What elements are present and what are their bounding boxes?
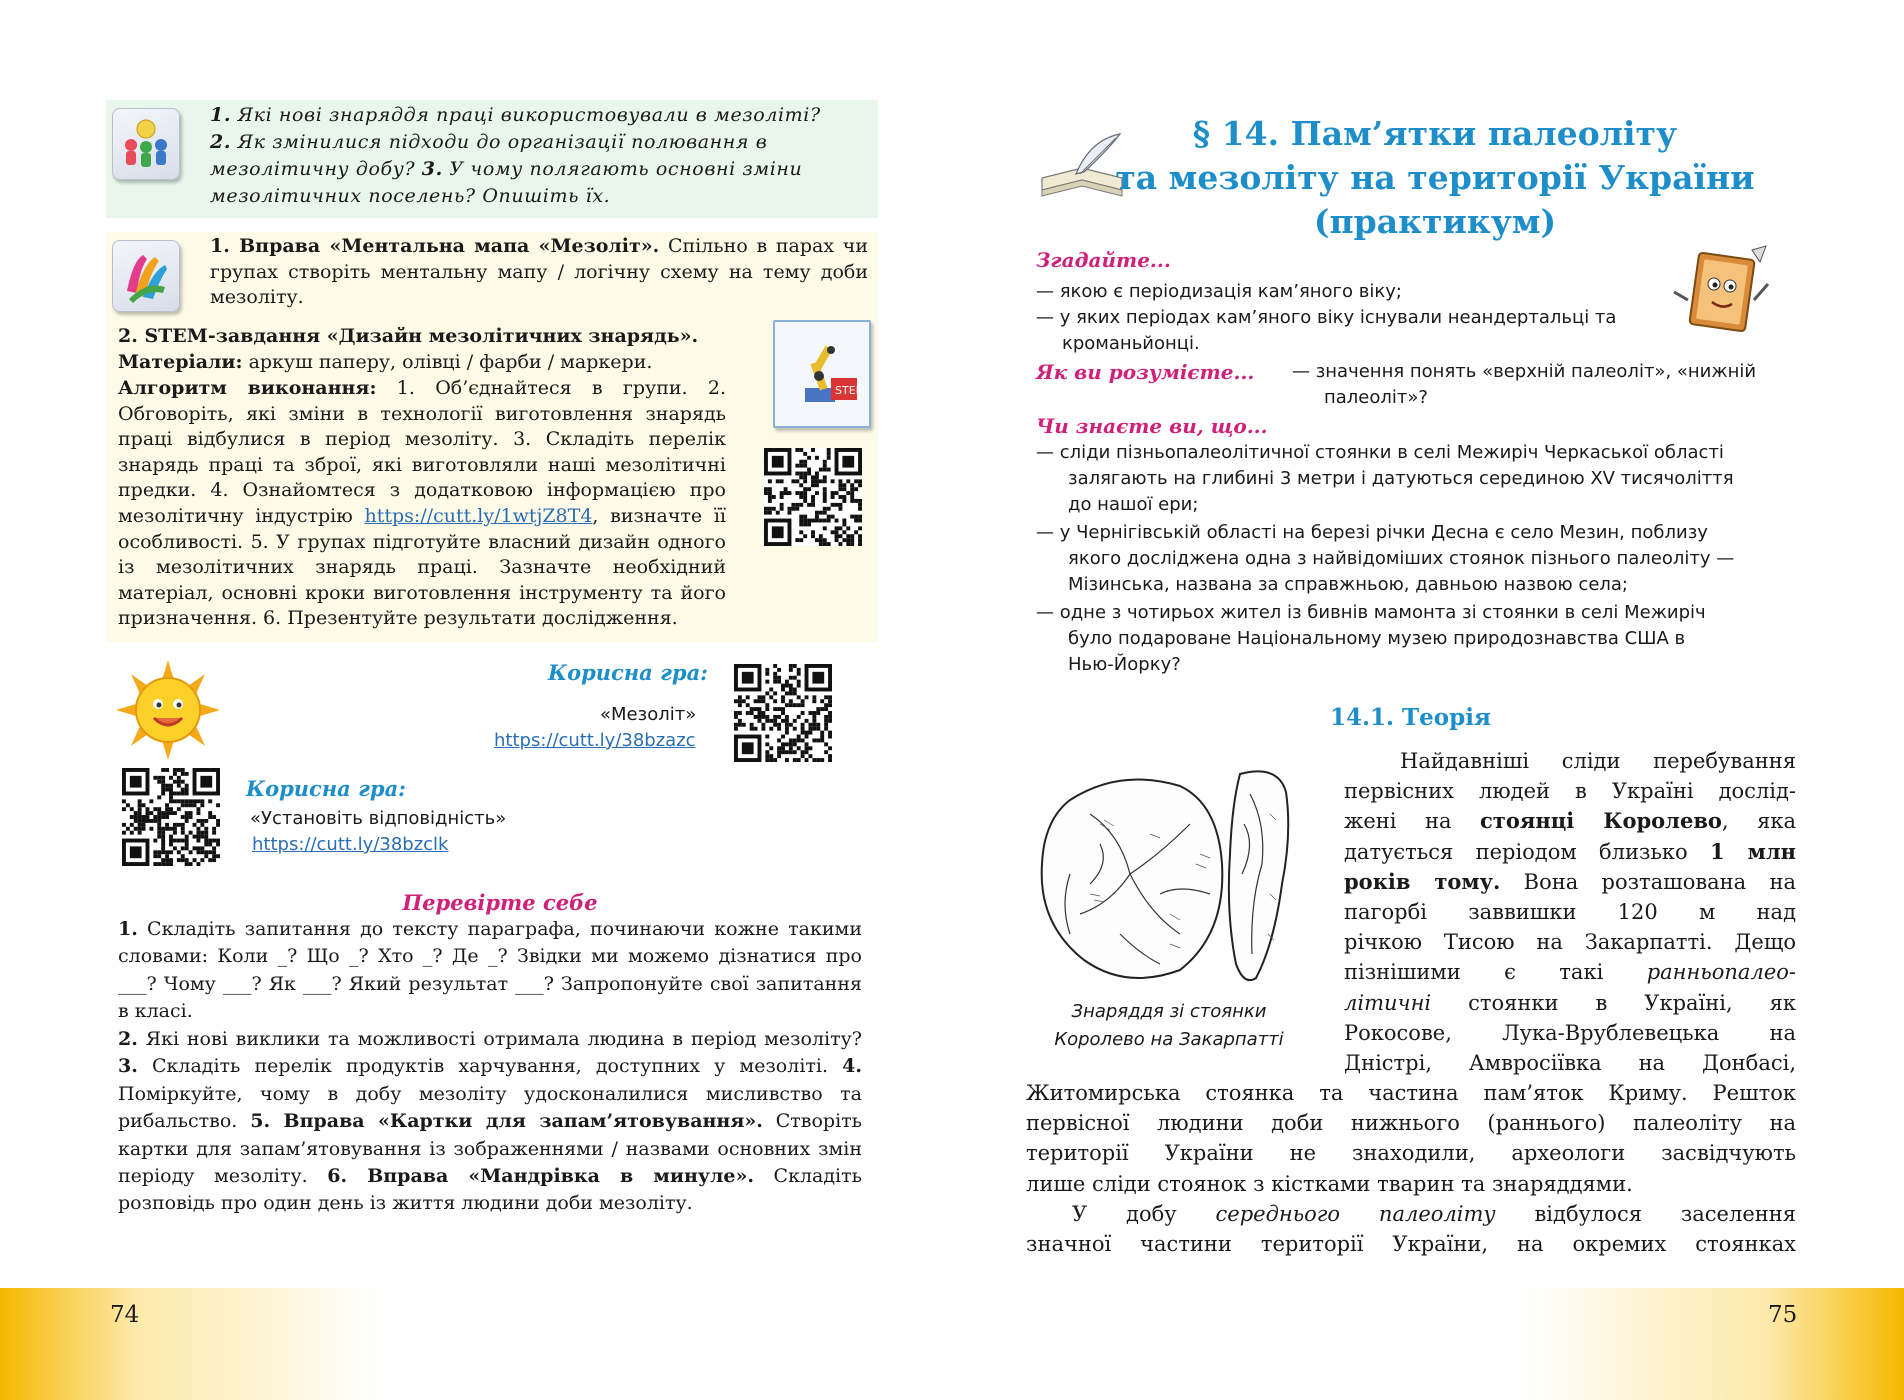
qr-code-game1[interactable] <box>734 664 832 762</box>
body-line-6: пагорбі заввишки 120 м над <box>1344 900 1796 925</box>
body-l8a: пізнішими є такі <box>1344 960 1647 985</box>
body-line-3 <box>1344 806 1796 836</box>
know-line-3: до нашої ери; <box>1068 494 1199 515</box>
body-line-16 <box>1026 1199 1796 1229</box>
recall-item-2-cont: кроманьйонці. <box>1062 333 1200 354</box>
body-l16a: У добу <box>1072 1201 1216 1226</box>
check-p3-num: 3. <box>118 1055 138 1078</box>
know-line-8: було подароване Національному музею природознавства США в <box>1068 628 1686 649</box>
q1-number: 1. <box>210 104 232 126</box>
game2-title: Корисна гра: <box>246 776 406 801</box>
game1-name: «Мезоліт» <box>600 704 697 725</box>
caption-line-1: Знаряддя зі стоянки <box>1071 1001 1267 1022</box>
body-l5b: Вона розташована на <box>1500 869 1796 894</box>
know-heading: Чи знаєте ви, що... <box>1036 414 1268 438</box>
page-number-left: 74 <box>110 1302 140 1328</box>
body-l4b: 1 млн <box>1710 838 1796 864</box>
check-p1 <box>118 916 862 1026</box>
algorithm-text <box>118 376 868 632</box>
right-footer-bar <box>952 1288 1904 1400</box>
task2-title: 2. STEM-завдання «Дизайн мезолітичних знарядь». <box>118 325 699 347</box>
algorithm-part2: , визначте її особливості. 5. У групах підготуйте власний дизайн одного із мезолітичних знарядь праці. Зазначте необхідний матеріал, основні кроки виготовлення інструменту та його призначення. 6. Презентуйте результати дослідження. <box>118 504 726 630</box>
q1-text: Які нові знаряддя праці використовували в мезоліті? <box>231 104 821 126</box>
task1-text <box>210 234 868 311</box>
check-p2c: Поміркуйте, чому в добу мезоліту удосконалилися мисливство та рибальство. <box>118 1082 862 1133</box>
body-line-11: Дністрі, Амвросіївка на Донбасі, <box>1344 1051 1796 1076</box>
title-line-3: (практикум) <box>1313 202 1557 241</box>
know-line-7: — одне з чотирьох жител із бивнів мамонта зі стоянки в селі Межиріч <box>1036 602 1706 623</box>
understand-heading: Як ви розумієте... <box>1036 360 1255 384</box>
body-l3c: , яка <box>1721 809 1797 834</box>
svg-text:STEM: STEM <box>835 384 866 397</box>
game1-title: Корисна гра: <box>548 660 708 685</box>
check-p2b: Складіть перелік продуктів харчування, доступних у мезоліті. <box>137 1055 843 1078</box>
title-line-1: § 14. Пам’ятки палеоліту <box>1192 114 1678 153</box>
recall-item-2: — у яких періодах кам’яного віку існували неандертальці та <box>1036 307 1617 328</box>
body-l16b: середнього палеоліту <box>1215 1201 1496 1226</box>
body-line-13: первісної людини доби нижнього (раннього) палеоліту на <box>1026 1111 1796 1136</box>
left-footer-bar <box>0 1288 952 1400</box>
materials-label: Матеріали: <box>118 350 243 373</box>
illustration-caption <box>1024 998 1314 1054</box>
body-line-10: Рокосове, Лука-Врублевецька на <box>1344 1020 1796 1045</box>
check-p2a: Які нові виклики та можливості отримала людина в період мезоліту? <box>137 1028 862 1050</box>
body-line-2: первісних людей в Україні дослід- <box>1344 779 1796 804</box>
sun-mascot-icon <box>116 660 220 760</box>
algorithm-label: Алгоритм виконання: <box>118 377 377 399</box>
paragraph-title <box>1040 112 1830 244</box>
qr-code-game2[interactable] <box>122 768 220 866</box>
game2-name: «Установіть відповідність» <box>250 808 507 829</box>
theory-body-wrapped <box>1344 746 1796 1078</box>
body-l3a: жені на <box>1344 809 1481 834</box>
know-line-2: залягають на глибині 3 метри і датуються серединою XV тисячоліття <box>1068 468 1734 489</box>
body-line-5 <box>1344 867 1796 897</box>
body-line-4 <box>1344 837 1796 867</box>
page-number-right: 75 <box>1768 1302 1798 1328</box>
q2-number: 2. <box>210 131 232 153</box>
check-p1-num: 1. <box>118 918 138 940</box>
check-p2d: Створіть картки для запам’ятовування із зображеннями / назвами основних змін періоду мезоліту. <box>118 1110 862 1188</box>
body-l8b: ранньопалео- <box>1646 960 1796 985</box>
q3-number: 3. <box>421 158 443 180</box>
body-l3b: стоянці Королево <box>1480 808 1722 834</box>
body-line-14: території України не знаходили, археологи засвідчують <box>1026 1141 1796 1166</box>
section-heading: 14.1. Теорія <box>1330 704 1491 731</box>
body-line-15: лише сліди стоянок з кістками тварин та знаряддями. <box>1026 1171 1633 1196</box>
recall-heading: Згадайте... <box>1036 248 1171 272</box>
know-line-9: Нью-Йорку? <box>1068 654 1181 675</box>
notebook-character-icon <box>1670 240 1774 344</box>
check-p2-num: 2. <box>118 1028 138 1050</box>
algorithm-part1: 1. Об’єднайтеся в групи. 2. Обговоріть, які зміни в технології виготовлення знарядь праці відбулися в період мезоліту. 3. Складіть перелік знарядь праці та зброї, які виготовляли наші мезолітичні предки. 4. Ознайомтеся з додатковою інформацією про мезолітичну індустрію <box>118 377 726 527</box>
check-p1-text: Складіть запитання до тексту параграфа, починаючи кожне такими словами: Коли _? Що _? Хто _? Де _? Звідки ми можемо дізнатися про ___? Чому ___? Як ___? Який результат ___? Запропонуйте свої запитання в класі. <box>118 918 862 1023</box>
qr-code-industry[interactable] <box>764 448 862 546</box>
game1-link[interactable]: https://cutt.ly/38bzazc <box>494 730 696 751</box>
task2-text <box>118 324 868 375</box>
task1-title: 1. Вправа «Ментальна мапа «Мезоліт». <box>210 235 660 257</box>
body-l1: Найдавніші сліди перебування <box>1400 749 1796 773</box>
body-l9a: літичні <box>1344 990 1432 1015</box>
know-line-6: Мізинська, названа за справжньою, давньою назвою села; <box>1068 574 1628 595</box>
check-p4-num: 4. <box>842 1055 862 1078</box>
discussion-icon <box>112 108 180 180</box>
q3-text-cont: мезолітичних поселень? Опишіть їх. <box>210 185 611 207</box>
materials-text: аркуш паперу, олівці / фарби / маркери. <box>242 350 653 373</box>
task1-body: Спільно в парах чи групах створіть ментальну мапу / логічну схему на тему доби мезоліту. <box>210 235 868 309</box>
industry-link[interactable]: https://cutt.ly/1wtjZ8T4 <box>364 504 593 527</box>
q2-text-cont: мезолітичну добу? <box>210 158 422 180</box>
check-task6: 6. Вправа «Мандрівка в минуле». <box>327 1165 754 1188</box>
body-line-17: значної частини території України, на окремих стоянках <box>1026 1232 1796 1257</box>
body-line-1 <box>1344 746 1796 776</box>
check-p2e: Складіть розповідь про один день із життя людини доби мезоліту. <box>118 1165 862 1215</box>
body-line-12: Житомирська стоянка та частина пам’яток Криму. Решток <box>1026 1081 1796 1105</box>
check-yourself-title: Перевірте себе <box>402 890 598 915</box>
check-p2 <box>118 1026 862 1218</box>
recall-item-1: — якою є періодизація кам’яного віку; <box>1036 281 1402 302</box>
q2-text: Як змінилися підходи до організації полювання в <box>231 131 768 153</box>
q3-text: У чому полягають основні зміни <box>442 158 803 180</box>
caption-line-2: Королево на Закарпатті <box>1054 1029 1284 1050</box>
understand-line-1: — значення понять «верхній палеоліт», «нижній <box>1292 361 1757 382</box>
hands-icon <box>112 240 180 312</box>
know-line-5: якого досліджена одна з найвідоміших стоянок пізнього палеоліту — <box>1068 548 1735 569</box>
know-line-1: — сліди пізньопалеолітичної стоянки в селі Межиріч Черкаської області <box>1036 442 1724 463</box>
game2-link[interactable]: https://cutt.ly/38bzclk <box>252 834 449 855</box>
body-l5a: років тому. <box>1344 868 1501 894</box>
body-line-9 <box>1344 988 1796 1018</box>
body-l9b: стоянки в Україні, як <box>1431 990 1796 1015</box>
understand-line-2: палеоліт»? <box>1324 387 1428 408</box>
check-task5: 5. Вправа «Картки для запам’ятовування». <box>250 1110 763 1133</box>
title-line-2: та мезоліту на території України <box>1115 158 1755 197</box>
know-line-4: — у Чернігівській області на березі річки Десна є село Мезин, поблизу <box>1036 522 1708 543</box>
reflection-questions <box>210 102 868 210</box>
body-line-7: річкою Тисою на Закарпатті. Дещо <box>1344 930 1796 955</box>
body-l4a: датується періодом близько <box>1344 839 1710 864</box>
body-l16c: відбулося заселення <box>1495 1201 1796 1226</box>
theory-body-full <box>1026 1078 1796 1259</box>
body-line-8 <box>1344 957 1796 987</box>
stone-tools-illustration <box>1030 764 1316 994</box>
